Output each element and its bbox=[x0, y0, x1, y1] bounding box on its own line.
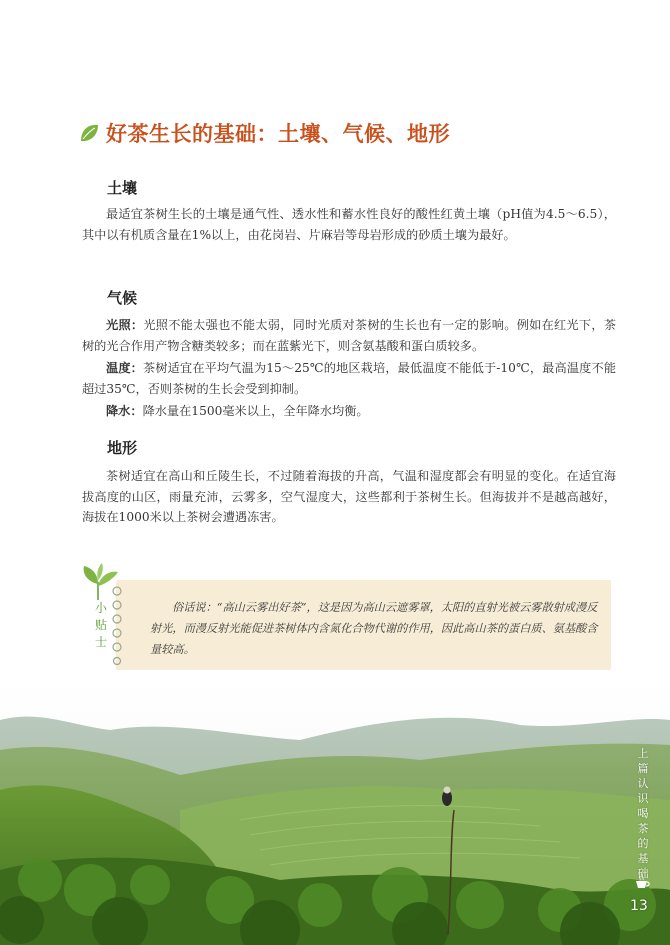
tea-mountain-photo bbox=[0, 680, 670, 945]
tip-label-char: 士 bbox=[94, 635, 107, 649]
section-title-row bbox=[78, 118, 450, 148]
soil-heading: 土壤 bbox=[107, 179, 138, 197]
page-number: 13 bbox=[630, 898, 648, 914]
temp-text: 茶树适宜在平均气温为15～25℃的地区栽培，最低温度不能低于-10℃，最高温度不能超过35℃，否则茶树的生长会受到抑制。 bbox=[82, 361, 617, 396]
tip-text: 俗话说：“高山云雾出好茶”，这是因为高山云遮雾罩，太阳的直射光被云雾散射成漫反射光，而漫反射光能促进茶树体内含氮化合物代谢的作用，因此高山茶的蛋白质、氨基酸含量较高。 bbox=[150, 601, 598, 656]
climate-heading: 气候 bbox=[107, 289, 138, 307]
rain-text: 降水量在1500毫米以上，全年降水均衡。 bbox=[142, 404, 369, 418]
tip-label bbox=[92, 600, 110, 651]
soil-paragraph: 最适宜茶树生长的土壤是通气性、透水性和蓄水性良好的酸性红黄土壤（pH值为4.5～6.5），其中以有机质含量在1%以上，由花岗岩、片麻岩等母岩形成的砂质土壤为最好。 bbox=[82, 207, 616, 242]
leaf-icon bbox=[78, 122, 100, 144]
light-label: 光照： bbox=[106, 318, 144, 332]
spiral-binding-decoration bbox=[110, 585, 124, 665]
terrain-heading: 地形 bbox=[107, 439, 138, 457]
light-text: 光照不能太强也不能太弱，同时光质对茶树的生长也有一定的影响。例如在红光下，茶树的光合作用产物含糖类较多；而在蓝紫光下，则含氨基酸和蛋白质较多。 bbox=[82, 318, 617, 353]
tip-label-char: 小 bbox=[94, 601, 107, 615]
terrain-paragraph: 茶树适宜在高山和丘陵生长，不过随着海拔的升高，气温和湿度都会有明显的变化。在适宜海拔高度的山区，雨量充沛，云雾多，空气湿度大，这些都利于茶树生长。但海拔并不是越高越好，海拔在1000米以上茶树会遭遇冻害。 bbox=[82, 469, 616, 524]
climate-light-paragraph bbox=[82, 315, 616, 356]
page-title: 好茶生长的基础：土壤、气候、地形 bbox=[106, 122, 450, 146]
climate-rain-paragraph bbox=[82, 401, 616, 422]
temp-label: 温度： bbox=[106, 361, 143, 375]
climate-temp-paragraph bbox=[82, 358, 616, 399]
tip-label-char: 贴 bbox=[94, 618, 107, 632]
rain-label: 降水： bbox=[106, 404, 143, 418]
chapter-side-label: 上篇 认识喝茶的基础 bbox=[637, 747, 649, 880]
